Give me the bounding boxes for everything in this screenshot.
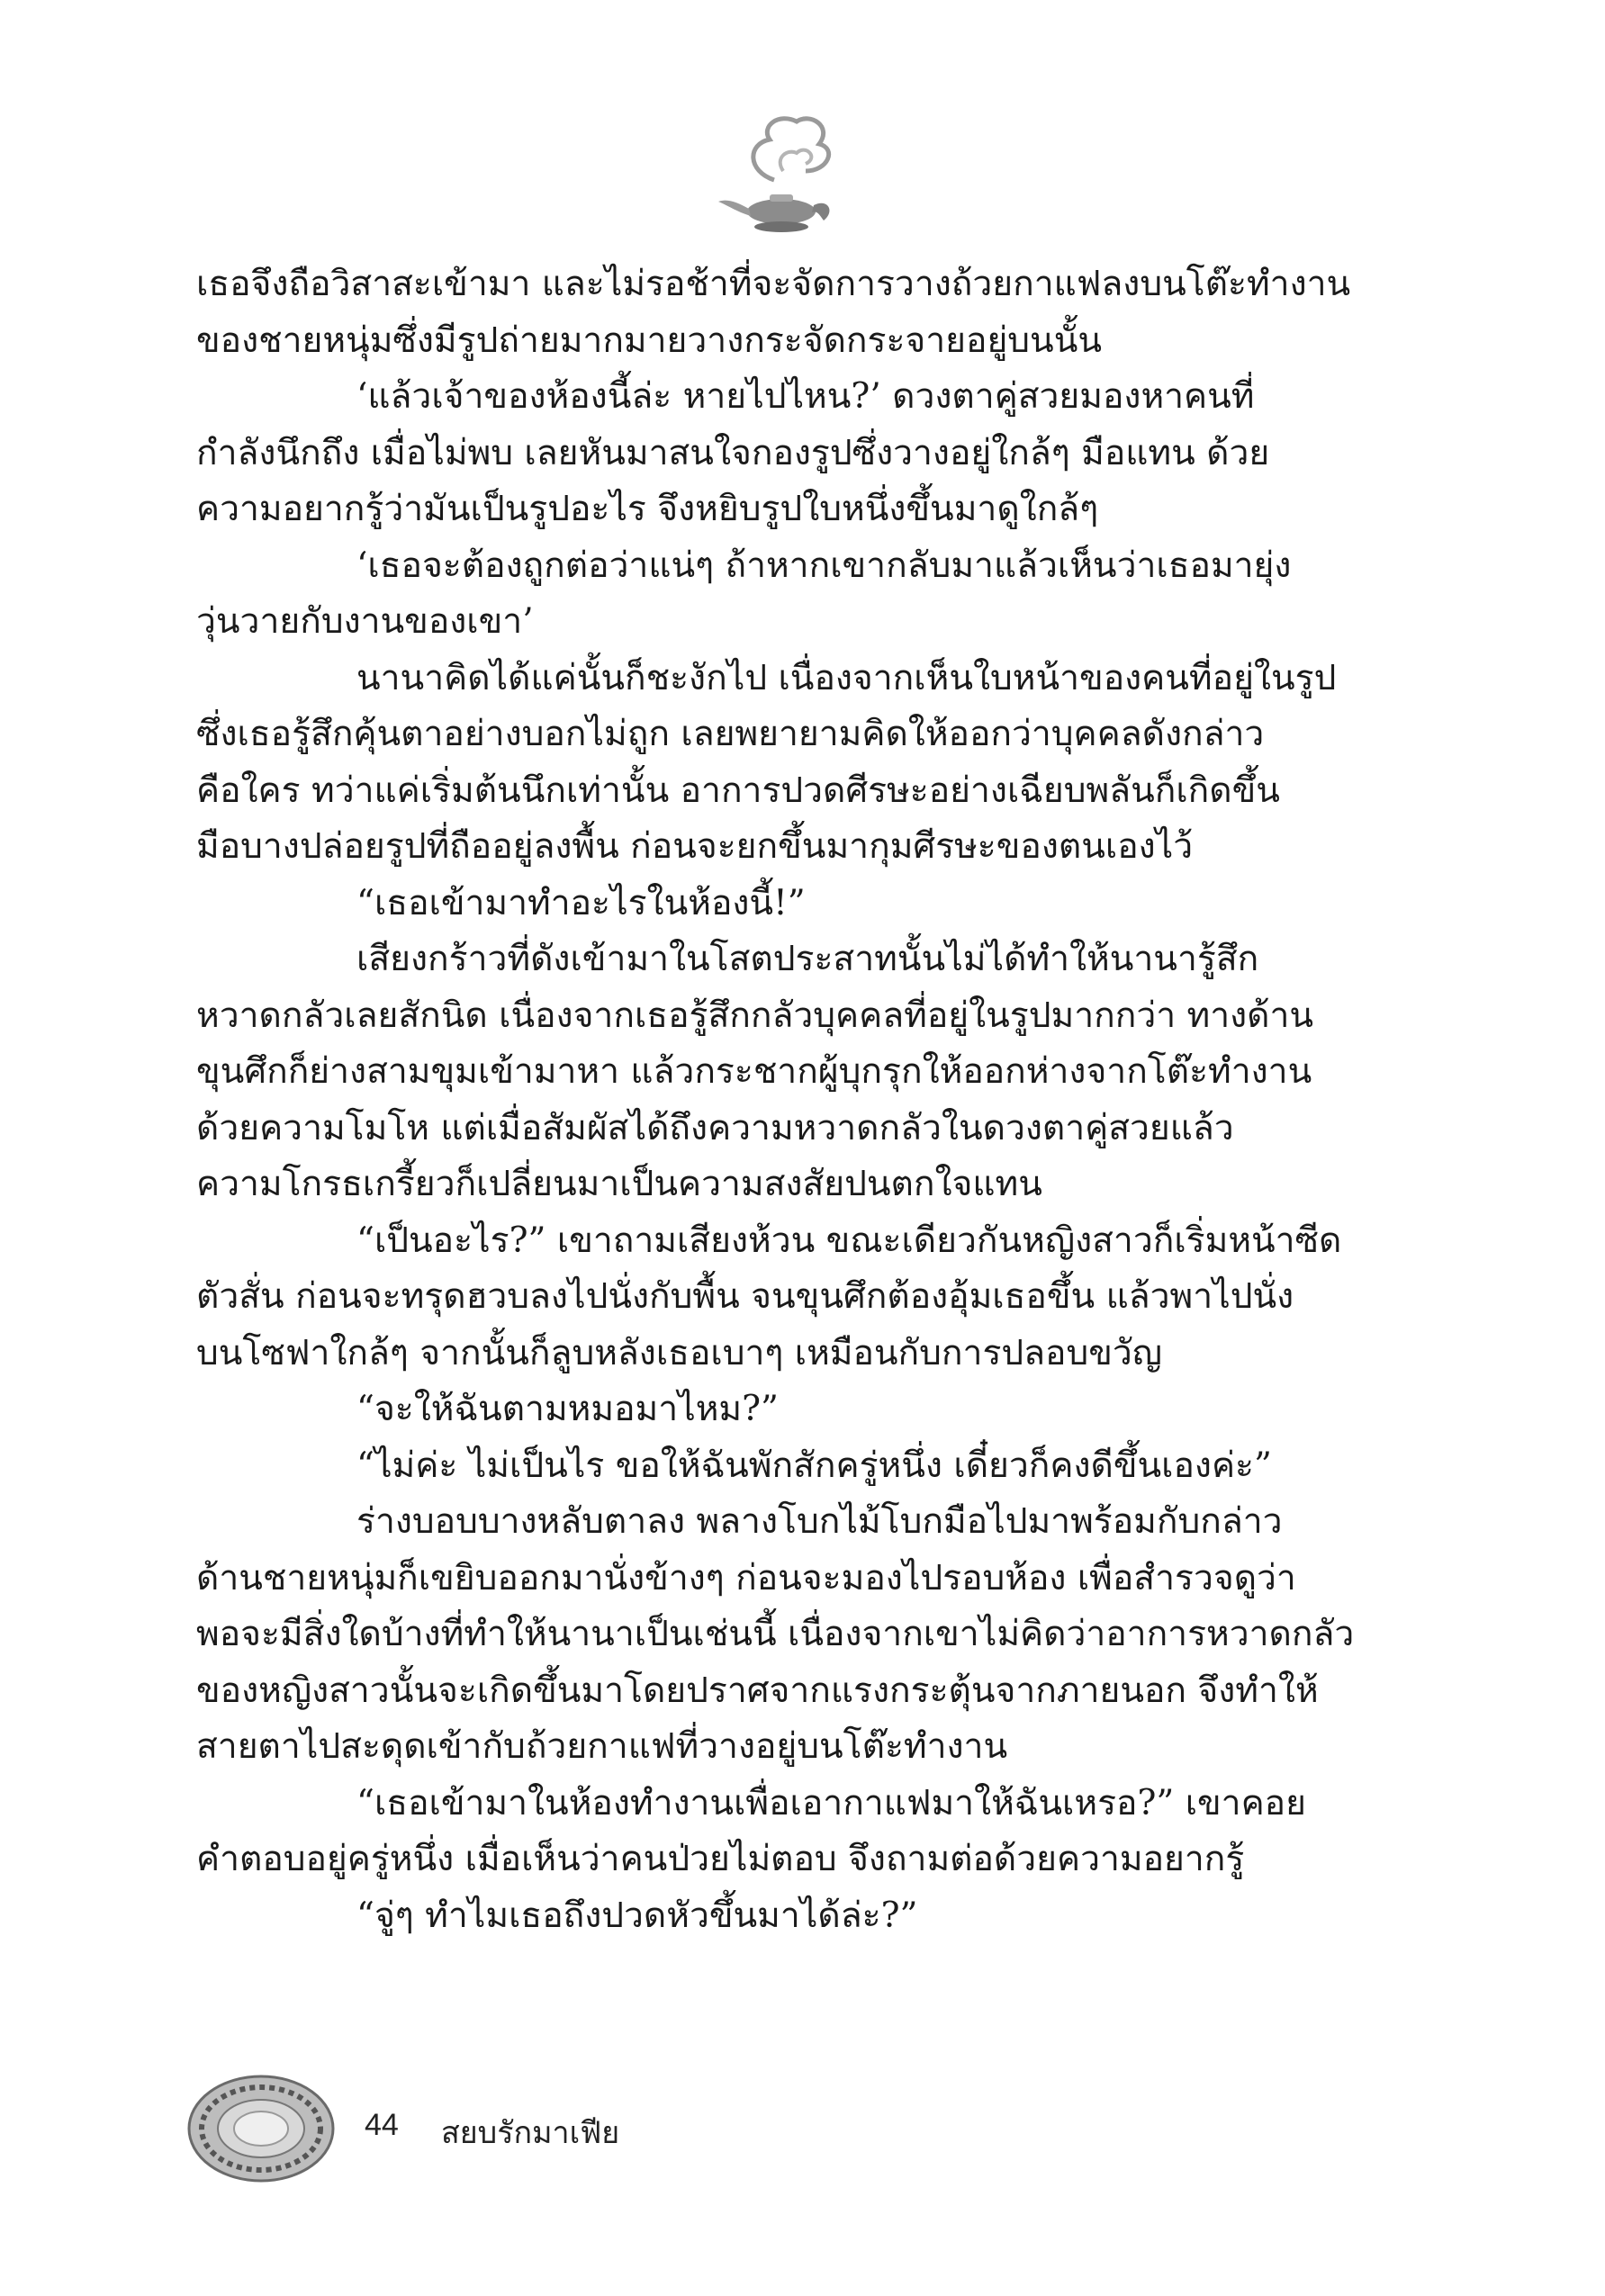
text-line: มือบางปล่อยรูปที่ถืออยู่ลงพื้น ก่อนจะยกขึ้นมากุมศีรษะของตนเองไว้ [196,826,1194,867]
text-line: กำลังนึกถึง เมื่อไม่พบ เลยหันมาสนใจกองรูปซึ่งวางอยู่ใกล้ๆ มือแทน ด้วย [196,432,1270,473]
text-line: ซึ่งเธอรู้สึกคุ้นตาอย่างบอกไม่ถูก เลยพยายามคิดให้ออกว่าบุคคลดังกล่าว [196,714,1265,754]
text-line: ขุนศึกก็ย่างสามขุมเข้ามาหา แล้วกระชากผู้บุกรุกให้ออกห่างจากโต๊ะทำงาน [196,1051,1312,1092]
text-line: เสียงกร้าวที่ดังเข้ามาในโสตประสาทนั้นไม่ได้ทำให้นานารู้สึก [356,939,1259,979]
text-line: “จะให้ฉันตามหมอมาไหม?” [356,1389,779,1429]
text-line: พอจะมีสิ่งใดบ้างที่ทำให้นานาเป็นเช่นนี้ เนื่องจากเขาไม่คิดว่าอาการหวาดกลัว [196,1614,1355,1654]
text-line: ของชายหนุ่มซึ่งมีรูปถ่ายมากมายวางกระจัดกระจายอยู่บนนั้น [196,320,1103,361]
text-line: ของหญิงสาวนั้นจะเกิดขึ้นมาโดยปราศจากแรงกระตุ้นจากภายนอก จึงทำให้ [196,1670,1319,1711]
text-line: ด้วยความโมโห แต่เมื่อสัมผัสได้ถึงความหวาดกลัวในดวงตาคู่สวยแล้ว [196,1107,1234,1148]
text-line: ตัวสั่น ก่อนจะทรุดฮวบลงไปนั่งกับพื้น จนขุนศึกต้องอุ้มเธอขึ้น แล้วพาไปนั่ง [196,1276,1294,1317]
text-line: ความอยากรู้ว่ามันเป็นรูปอะไร จึงหยิบรูปใบหนึ่งขึ้นมาดูใกล้ๆ [196,489,1099,529]
text-line: คือใคร ทว่าแค่เริ่มต้นนึกเท่านั้น อาการปวดศีรษะอย่างเฉียบพลันก็เกิดขึ้น [196,770,1280,811]
page-number: 44 [365,2108,399,2142]
text-line: ‘เธอจะต้องถูกต่อว่าแน่ๆ ถ้าหากเขากลับมาแล้วเห็นว่าเธอมายุ่ง [356,545,1292,586]
text-line: “เธอเข้ามาในห้องทำงานเพื่อเอากาแฟมาให้ฉันเหรอ?” เขาคอย [356,1782,1306,1823]
body-text [196,257,1375,1944]
text-line: ร่างบอบบางหลับตาลง พลางโบกไม้โบกมือไปมาพร้อมกับกล่าว [356,1501,1283,1542]
text-line: เธอจึงถือวิสาสะเข้ามา และไม่รอช้าที่จะจัดการวางถ้วยกาแฟลงบนโต๊ะทำงาน [196,264,1351,304]
text-line: ‘แล้วเจ้าของห้องนี้ล่ะ หายไปไหน?’ ดวงตาคู่สวยมองหาคนที่ [356,376,1255,417]
text-line: “ไม่ค่ะ ไม่เป็นไร ขอให้ฉันพักสักครู่หนึ่ง เดี๋ยวก็คงดีขึ้นเองค่ะ” [356,1445,1272,1486]
text-line: “เธอเข้ามาทำอะไรในห้องนี้!” [356,882,806,923]
dial-ornament-icon [185,2070,338,2187]
text-line: ความโกรธเกรี้ยวก็เปลี่ยนมาเป็นความสงสัยปนตกใจแทน [196,1164,1042,1204]
book-title: สยบรักมาเฟีย [441,2116,620,2150]
text-line: สายตาไปสะดุดเข้ากับถ้วยกาแฟที่วางอยู่บนโต๊ะทำงาน [196,1726,1008,1767]
page-footer [185,2070,725,2196]
text-line: ด้านชายหนุ่มก็เขยิบออกมานั่งข้างๆ ก่อนจะมองไปรอบห้อง เพื่อสำรวจดูว่า [196,1557,1296,1598]
magic-lamp-icon [711,108,846,243]
text-line: “จู่ๆ ทำไมเธอถึงปวดหัวขึ้นมาได้ล่ะ?” [356,1895,918,1936]
text-line: นานาคิดได้แค่นั้นก็ชะงักไป เนื่องจากเห็นใบหน้าของคนที่อยู่ในรูป [356,657,1337,698]
text-line: หวาดกลัวเลยสักนิด เนื่องจากเธอรู้สึกกลัวบุคคลที่อยู่ในรูปมากกว่า ทางด้าน [196,995,1314,1036]
text-line: “เป็นอะไร?” เขาถามเสียงห้วน ขณะเดียวกันหญิงสาวก็เริ่มหน้าซีด [356,1220,1342,1261]
text-line: คำตอบอยู่ครู่หนึ่ง เมื่อเห็นว่าคนป่วยไม่ตอบ จึงถามต่อด้วยความอยากรู้ [196,1839,1245,1879]
text-line: วุ่นวายกับงานของเขา’ [196,601,534,642]
text-line: บนโซฟาใกล้ๆ จากนั้นก็ลูบหลังเธอเบาๆ เหมือนกับการปลอบขวัญ [196,1332,1163,1373]
